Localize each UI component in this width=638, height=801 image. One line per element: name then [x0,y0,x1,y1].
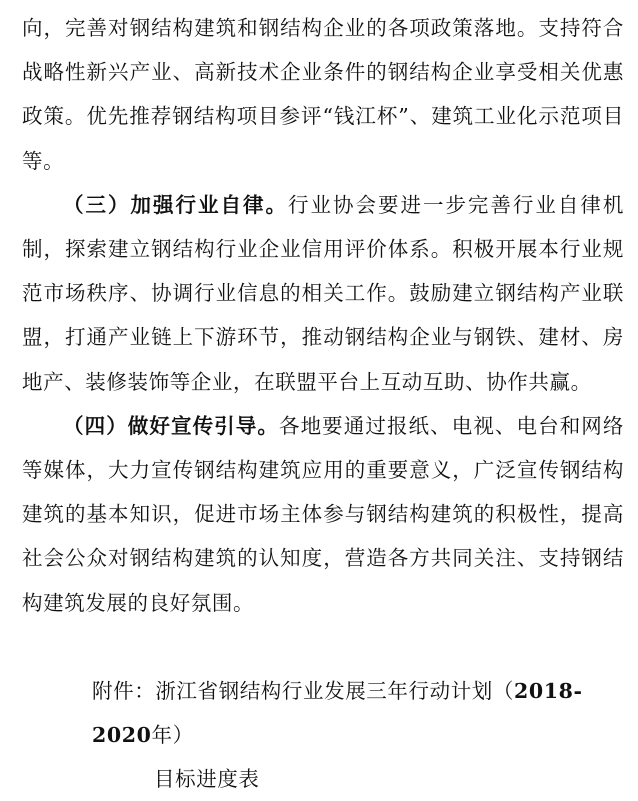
attachment-label: 附件： [92,678,156,703]
paragraph-text: 行业协会要进一步完善行业自律机制，探索建立钢结构行业企业信用评价体系。积极开展本行业规范市场秩序、协调行业信息的相关工作。鼓励建立钢结构产业联盟，打通产业链上下游环节，推动钢结构企业与钢铁、建材、房地产、装修装饰等企业，在联盟平台上互动互助、协作共赢。 [22,192,625,394]
spacer [22,625,624,669]
paragraph-text: 各地要通过报纸、电视、电台和网络等媒体，大力宣传钢结构建筑应用的重要意义，广泛宣传钢结构建筑的基本知识，促进市场主体参与钢结构建筑的积极性，提高社会公众对钢结构建筑的认知度，营造各方共同关注、支持钢结构建筑发展的良好氛围。 [22,413,625,615]
paragraph-text: 向，完善对钢结构建筑和钢结构企业的各项政策落地。支持符合战略性新兴产业、高新技术企业条件的钢结构企业享受相关优惠政策。优先推荐钢结构项目参评“钱江杯”、建筑工业化示范项目等。 [22,16,624,173]
paragraph-industry-self-discipline [22,183,624,404]
paragraph-publicity-guidance [22,404,624,625]
section-heading-publicity: （四）做好宣传引导。 [63,413,279,438]
attachment-note [22,669,624,801]
attachment-title-part2: 年） [151,723,194,748]
attachment-title-part1: 浙江省钢结构行业发展三年行动计划（ [155,678,515,703]
attachment-title-line2: 目标进度表 [154,767,260,792]
section-heading-self-discipline: （三）加强行业自律。 [63,192,288,217]
paragraph-policy-continuation [22,6,624,183]
attachment-years: 2018-2020 [92,678,583,748]
